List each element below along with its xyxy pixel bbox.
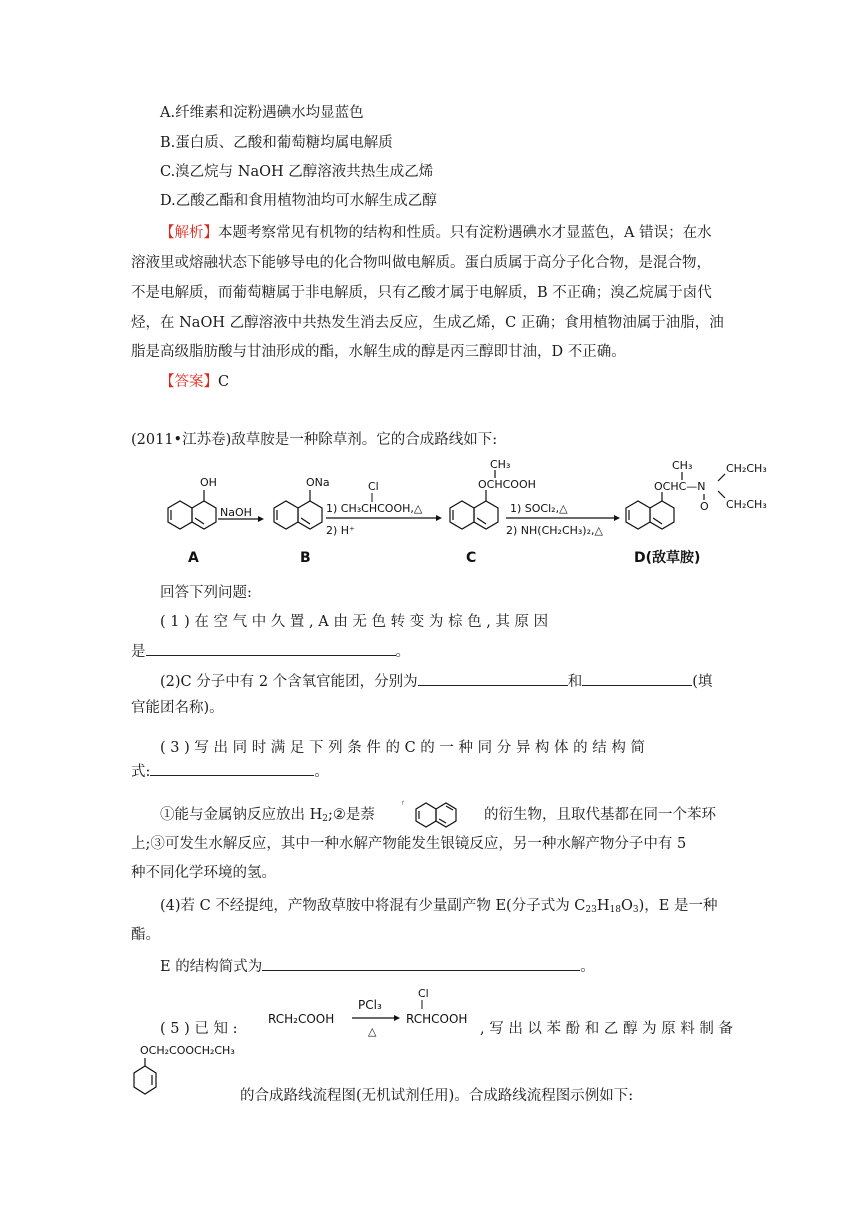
naphthalene-structure — [402, 797, 478, 837]
condition-line-2: 上;③可发生水解反应，其中一种水解产物能发生银镜反应，另一种水解产物分子中有 5 — [131, 836, 687, 852]
q5-reagent: PCl₃ — [358, 998, 382, 1012]
q4-line-3: E 的结构简式为 。 — [160, 955, 595, 977]
analysis-tag: 【解析】 — [160, 225, 218, 241]
condition-line-1-tail: 的衍生物，且取代基都在同一个苯环 — [484, 807, 716, 823]
q5-target-substituent: OCH₂COOCH₂CH₃ — [140, 1044, 235, 1057]
q1-text: ( 1 ) 在 空 气 中 久 置 , A 由 无 色 转 变 为 棕 色 , 其 原 因 — [160, 614, 549, 630]
analysis-line-2: 溶液里或熔融状态下能够导电的化合物叫做电解质。蛋白质属于高分子化合物，是混合物， — [131, 255, 711, 271]
q3-text: ( 3 ) 写 出 同 时 满 足 下 列 条 件 的 C 的 一 种 同 分 异 构 体 的 结 构 简 — [160, 740, 645, 756]
c-substituent: OCHCOOH — [478, 478, 536, 491]
step2-reagent-1: 1) SOCl₂,△ — [510, 502, 568, 515]
step1-acid: 2) H⁺ — [326, 524, 355, 537]
answer-line — [160, 372, 229, 392]
synthesis-scheme — [150, 456, 790, 574]
q2-blank-2[interactable] — [582, 670, 692, 686]
analysis-line-4: 烃，在 NaOH 乙醇溶液中共热发生消去反应，生成乙烯，C 正确；食用植物油属于油脂，油 — [131, 315, 724, 331]
molecule-a — [168, 490, 216, 529]
option-b: B.蛋白质、乙酸和葡萄糖均属电解质 — [160, 135, 393, 151]
condition-line-3: 种不同化学环境的氢。 — [131, 865, 276, 881]
q4-line-2: 酯。 — [131, 927, 160, 943]
condition-line-1: ①能与金属钠反应放出 $H_2;②$是萘 — [160, 807, 375, 824]
q5-product: RCHCOOH — [406, 1012, 468, 1026]
label-c: C — [466, 550, 477, 566]
label-b: B — [300, 550, 311, 566]
answer-prompt: 回答下列问题: — [160, 585, 252, 601]
a-naoh: NaOH — [220, 506, 252, 519]
q3-blank[interactable] — [150, 760, 314, 776]
analysis-line-1: 【解析】本题考察常见有机物的结构和性质。只有淀粉遇碘水才显蓝色，A 错误；在水 — [160, 225, 712, 241]
d-ethyl-1: CH₂CH₃ — [726, 462, 767, 475]
question-intro: (2011•江苏卷)敌草胺是一种除草剂。它的合成路线如下: — [131, 432, 498, 448]
q5-line-2: 的合成路线流程图(无机试剂任用)。合成路线流程图示例如下: — [240, 1088, 634, 1104]
d-ethyl-2: CH₂CH₃ — [726, 498, 767, 511]
step1-cl: Cl — [368, 480, 379, 493]
q5-reaction — [268, 985, 478, 1041]
d-ch3: CH₃ — [672, 459, 693, 472]
analysis-line-5: 脂是高级脂肪酸与甘油形成的酯，水解生成的醇是丙三醇即甘油，D 不正确。 — [131, 344, 626, 360]
q5-cl: Cl — [418, 987, 429, 1000]
q2-line-2: 官能团名称)。 — [131, 700, 224, 716]
label-a: A — [188, 550, 199, 566]
q1-line-2: 是 。 — [131, 640, 410, 662]
d-substituent: OCHC—N — [654, 480, 706, 493]
answer-value: C — [218, 374, 230, 390]
option-d: D.乙酸乙酯和食用植物油均可水解生成乙醇 — [160, 193, 437, 209]
q5-text-tail: , 写 出 以 苯 酚 和 乙 醇 为 原 料 制 备 — [480, 1021, 734, 1037]
a-oh: OH — [200, 476, 217, 489]
q5-target-structure — [131, 1042, 241, 1102]
q5-prefix: ( 5 ) 已 知 : — [160, 1021, 238, 1037]
q3-line-2: 式: 。 — [131, 760, 329, 782]
q5-heat: △ — [368, 1025, 377, 1038]
option-a: A.纤维素和淀粉遇碘水均显蓝色 — [160, 105, 364, 121]
d-carbonyl-o: O — [700, 500, 709, 513]
analysis-line-3: 不是电解质，而葡萄糖属于非电解质，只有乙酸才属于电解质，B 不正确；溴乙烷属于卤代 — [131, 285, 712, 301]
q2-blank-1[interactable] — [418, 670, 568, 686]
step1-reagent: 1) CH₃CHCOOH,△ — [326, 502, 423, 515]
q4-blank[interactable] — [262, 955, 580, 971]
option-c: C.溴乙烷与 NaOH 乙醇溶液共热生成乙烯 — [160, 164, 434, 180]
label-d: D(敌草胺) — [634, 550, 701, 566]
c-ch3: CH₃ — [490, 458, 511, 471]
q4-line-1: (4)若 C 不经提纯，产物敌草胺中将混有少量副产物 E(分子式为 $C_{23}H_{18}O_3$)，E 是一种 — [160, 898, 718, 915]
molecule-b — [274, 490, 322, 529]
q5-reactant: RCH₂COOH — [268, 1012, 335, 1026]
step2-reagent-2: 2) NH(CH₂CH₃)₂,△ — [506, 524, 603, 537]
q2-line: (2)C 分子中有 2 个含氧官能团，分别为 和 (填 — [160, 670, 712, 692]
answer-tag: 【答案】 — [160, 374, 218, 390]
b-ona: ONa — [306, 476, 330, 489]
q1-blank[interactable] — [146, 640, 396, 656]
